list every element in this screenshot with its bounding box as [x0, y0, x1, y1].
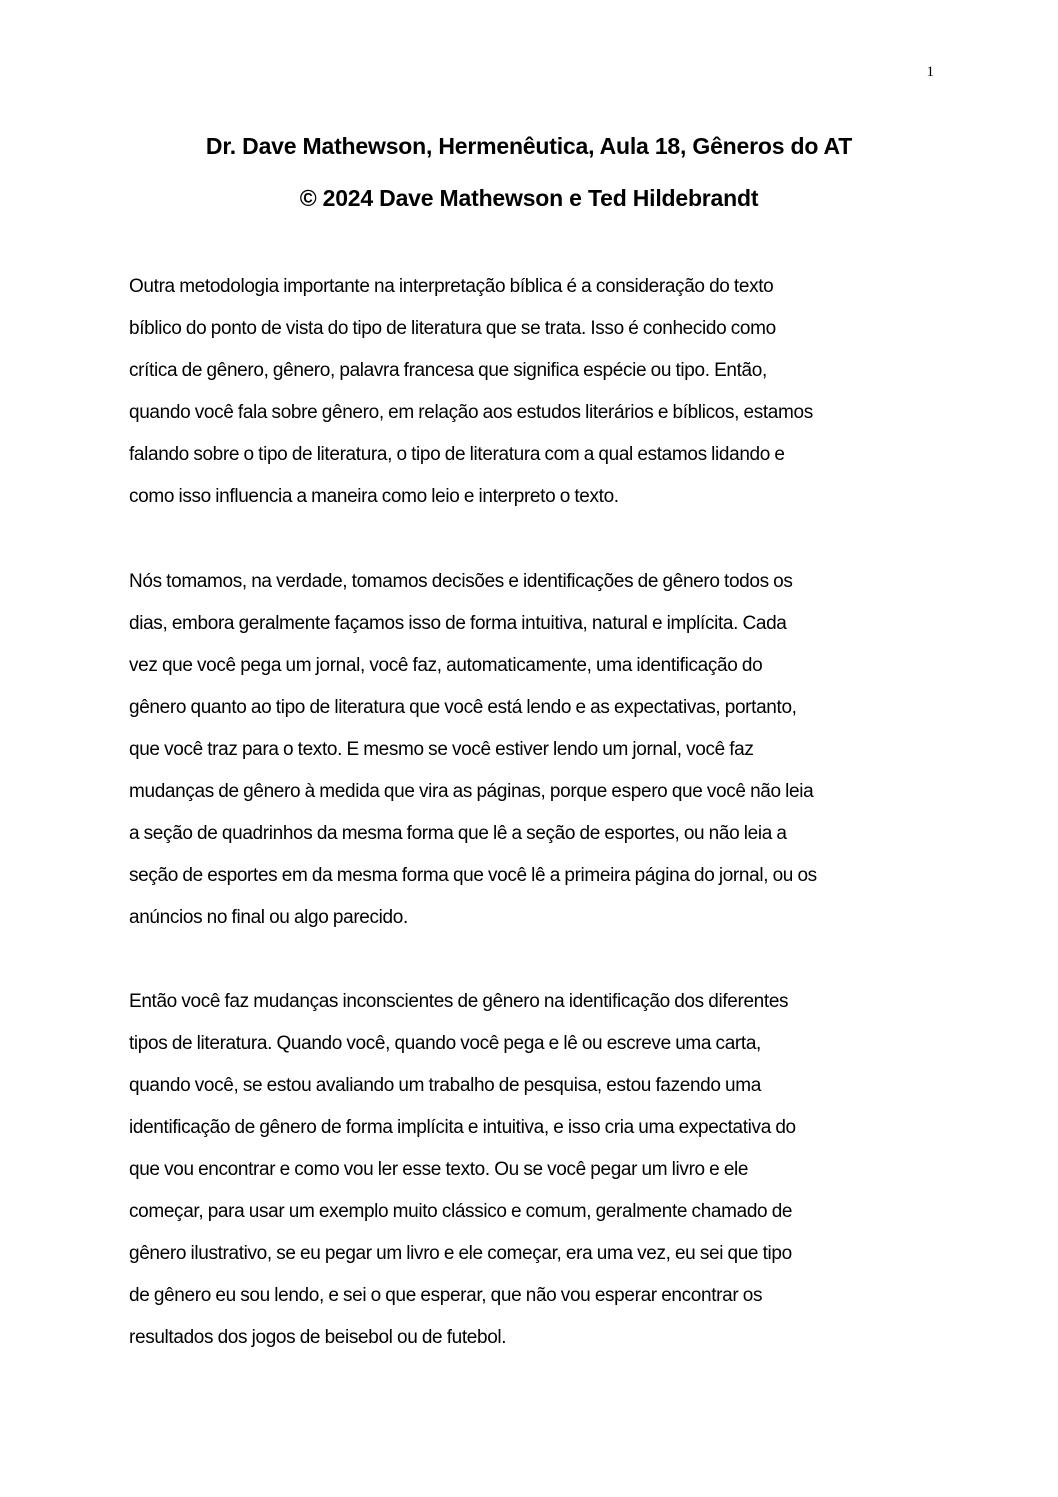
- paragraph-1: [129, 266, 939, 518]
- paragraph-line: Então você faz mudanças inconscientes de gênero na identificação dos diferentes: [129, 991, 789, 1012]
- paragraph-line: Outra metodologia importante na interpretação bíblica é a consideração do texto: [129, 276, 774, 297]
- paragraph-line: quando você, se estou avaliando um trabalho de pesquisa, estou fazendo uma: [129, 1075, 761, 1096]
- paragraph-3: [129, 981, 939, 1359]
- copyright-line: © 2024 Dave Mathewson e Ted Hildebrandt: [299, 185, 759, 211]
- paragraph-2: [129, 561, 939, 939]
- paragraph-line: gênero ilustrativo, se eu pegar um livro e ele começar, era uma vez, eu sei que tipo: [129, 1243, 792, 1264]
- document-title: Dr. Dave Mathewson, Hermenêutica, Aula 18, Gêneros do AT: [205, 133, 853, 159]
- paragraph-line: vez que você pega um jornal, você faz, automaticamente, uma identificação do: [129, 655, 763, 676]
- paragraph-line: seção de esportes em da mesma forma que você lê a primeira página do jornal, ou os: [129, 865, 817, 886]
- paragraph-line: tipos de literatura. Quando você, quando você pega e lê ou escreve uma carta,: [129, 1033, 761, 1054]
- paragraph-line: gênero quanto ao tipo de literatura que você está lendo e as expectativas, portanto,: [129, 697, 797, 718]
- paragraph-line: anúncios no final ou algo parecido.: [129, 907, 408, 928]
- paragraph-line: mudanças de gênero à medida que vira as páginas, porque espero que você não leia: [129, 781, 814, 802]
- paragraph-line: que você traz para o texto. E mesmo se você estiver lendo um jornal, você faz: [129, 739, 754, 760]
- paragraph-line: quando você fala sobre gênero, em relação aos estudos literários e bíblicos, estamos: [129, 402, 813, 423]
- paragraph-line: como isso influencia a maneira como leio e interpreto o texto.: [129, 486, 619, 507]
- paragraph-line: de gênero eu sou lendo, e sei o que esperar, que não vou esperar encontrar os: [129, 1285, 763, 1306]
- paragraph-line: resultados dos jogos de beisebol ou de futebol.: [129, 1327, 507, 1348]
- paragraph-line: dias, embora geralmente façamos isso de forma intuitiva, natural e implícita. Cada: [129, 613, 787, 634]
- paragraph-line: bíblico do ponto de vista do tipo de literatura que se trata. Isso é conhecido como: [129, 318, 776, 339]
- paragraph-line: falando sobre o tipo de literatura, o tipo de literatura com a qual estamos lidando e: [129, 444, 785, 465]
- paragraph-line: que vou encontrar e como vou ler esse texto. Ou se você pegar um livro e ele: [129, 1159, 749, 1180]
- paragraph-line: Nós tomamos, na verdade, tomamos decisões e identificações de gênero todos os: [129, 571, 793, 592]
- paragraph-line: identificação de gênero de forma implícita e intuitiva, e isso cria uma expectativa do: [129, 1117, 796, 1138]
- paragraph-line: a seção de quadrinhos da mesma forma que lê a seção de esportes, ou não leia a: [129, 823, 787, 844]
- page-number: 1: [926, 64, 934, 80]
- paragraph-line: crítica de gênero, gênero, palavra francesa que significa espécie ou tipo. Então,: [129, 360, 767, 381]
- paragraph-line: começar, para usar um exemplo muito clássico e comum, geralmente chamado de: [129, 1201, 793, 1222]
